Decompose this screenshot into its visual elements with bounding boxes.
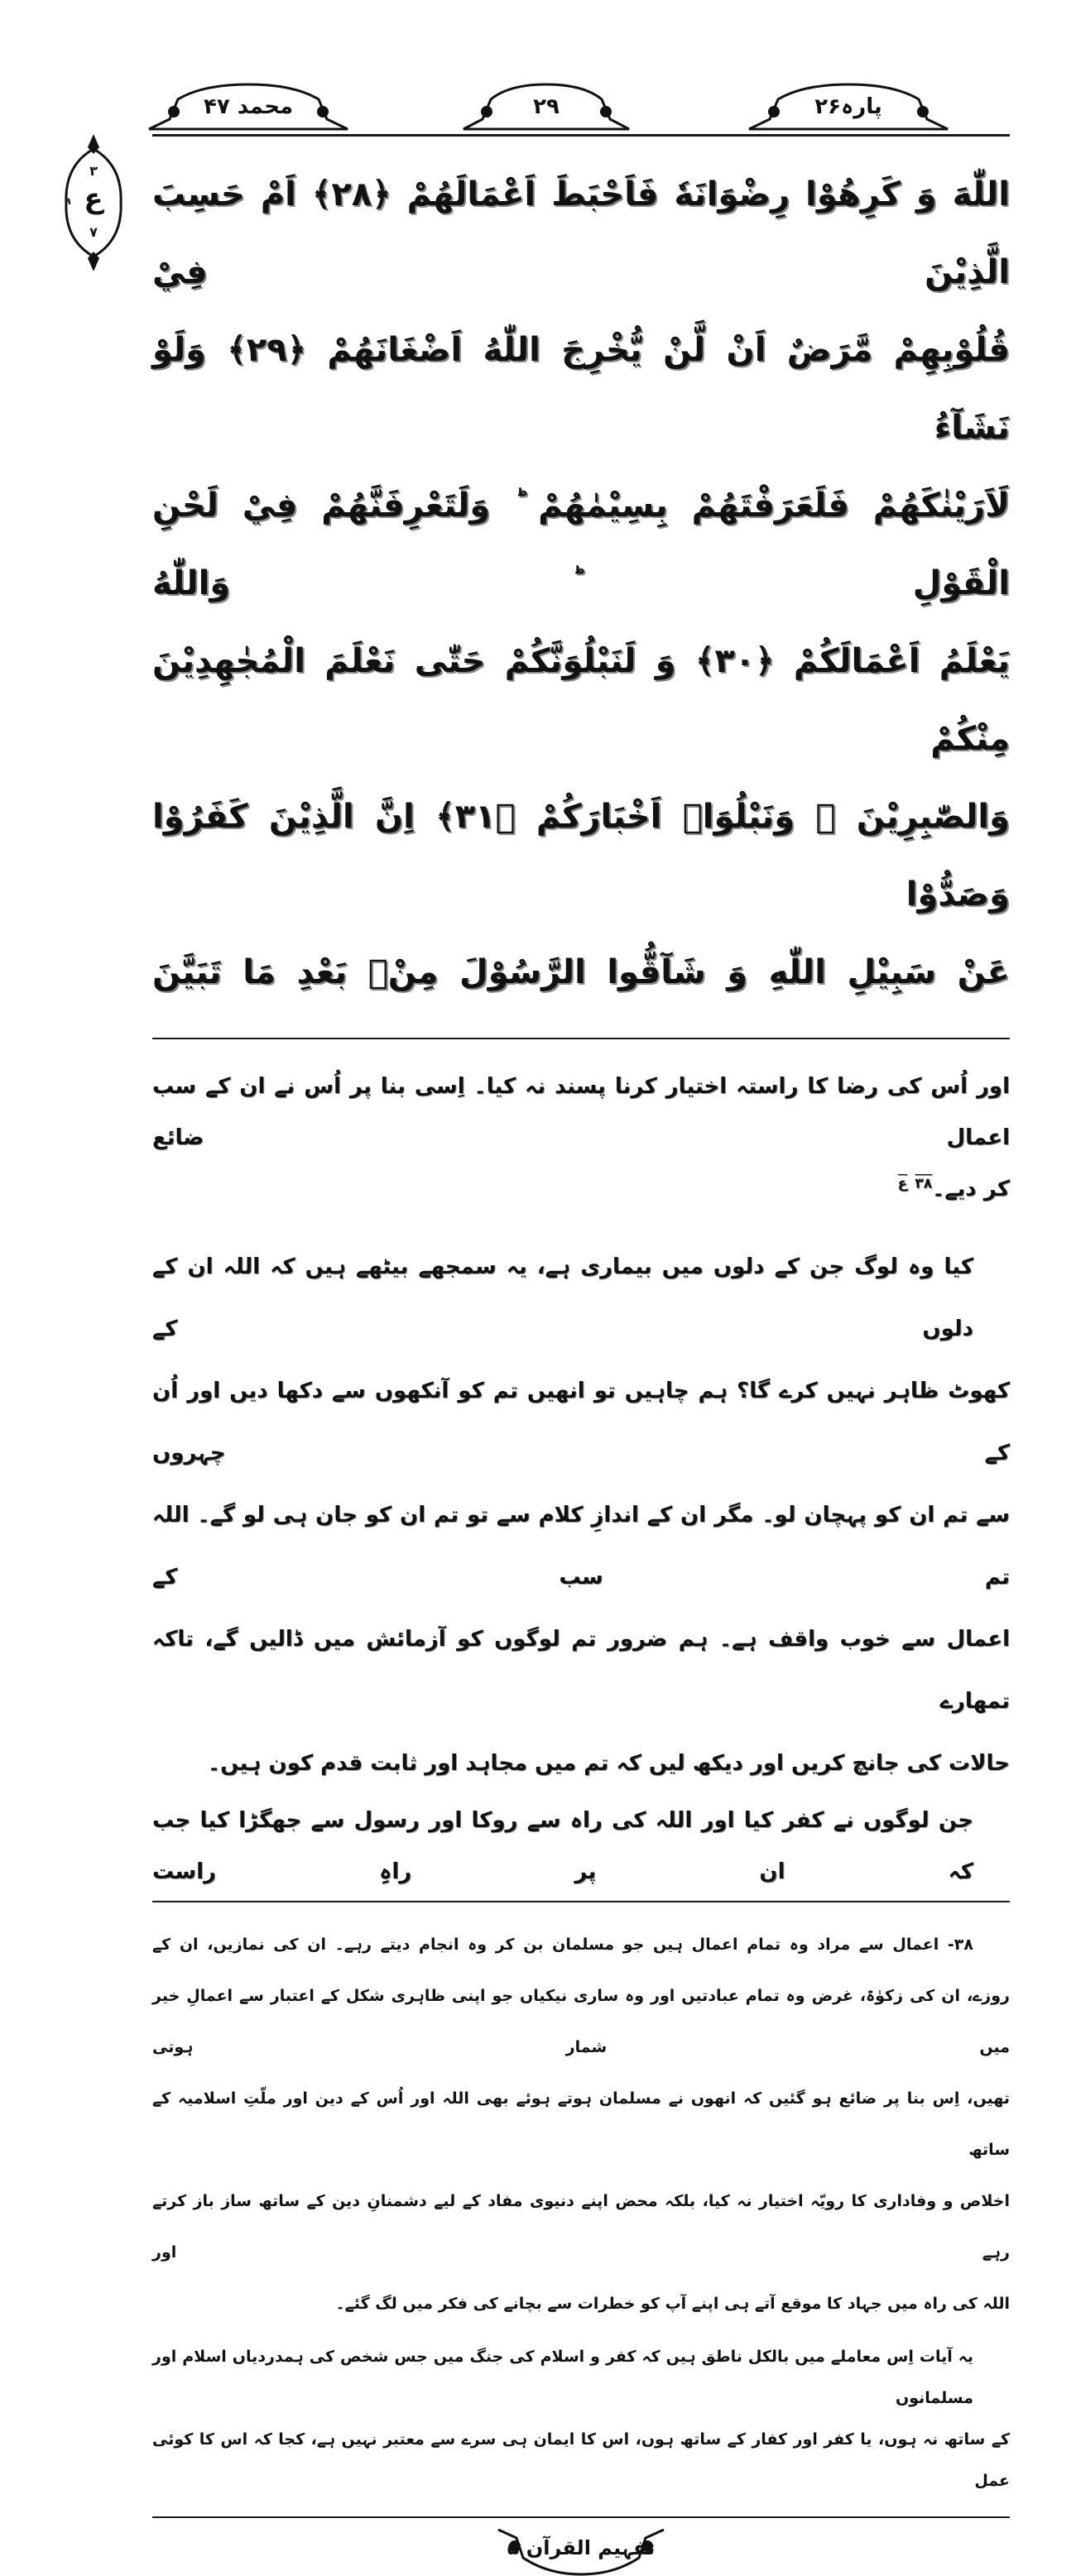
translation-line: کیا وہ لوگ جن کے دلوں میں بیماری ہے، یہ سمجھے بیٹھے ہیں کہ اللہ ان کے دلوں کے <box>152 1254 973 1341</box>
translation-line: اور اُس کی رضا کا راستہ اختیار کرنا پسند نہ کیا۔ اِسی بنا پر اُس نے ان کے سب اعمال ضائع <box>152 1074 1010 1150</box>
footnote-ref-38[interactable]: ۳۸ <box>915 1175 933 1192</box>
footnote-line: اخلاص و وفاداری کا رویّہ اختیار نہ کیا، بلکہ محض اپنے دنیوی مفاد کے لیے دشمنانِ دین کے ساتھ ساز باز کرتے رہے اور <box>152 2192 1010 2262</box>
ruku-number-bottom: ۷ <box>89 224 98 240</box>
ruku-symbol: ع <box>84 182 103 215</box>
footnote-line: تھیں، اِس بنا پر ضائع ہو گئیں کہ انھوں نے مسلمان ہوتے ہوئے بھی اللہ اور اُس کے دین اور ملّتِ اسلامیہ کے ساتھ <box>152 2089 1010 2159</box>
header-rule <box>152 134 1010 137</box>
translation-line: حالات کی جانچ کریں اور دیکھ لیں کہ تم میں مجاہد اور ثابت قدم کون ہیں۔ <box>207 1751 1010 1776</box>
header-para <box>745 83 952 131</box>
ruku-sign: ع <box>897 1175 908 1192</box>
footer-rule <box>152 2516 1010 2518</box>
footnote-line: اللہ کی راہ میں جہاد کا موقع آتے ہی اپنے آپ کو خطرات سے بچانے کی فکر میں لگ گئے۔ <box>335 2295 1010 2313</box>
footnote-line: یہ آیات اِس معاملے میں بالکل ناطق ہیں کہ کفر و اسلام کی جنگ میں جس شخص کی ہمدردیاں اسلام اور مسلمانوں <box>152 2348 973 2407</box>
footnote-divider <box>152 1901 1010 1902</box>
surah-label: محمد ۴۷ <box>203 94 294 119</box>
ruku-number-top: ۳ <box>89 163 98 179</box>
footnote-line: ۳۸- اعمال سے مراد وہ تمام اعمال ہیں جو مسلمان بن کر وہ انجام دیتے رہے۔ ان کی نمازیں، ان کے <box>152 1936 973 1954</box>
footer-book-title <box>490 2526 672 2576</box>
footnote-line: کے ساتھ نہ ہوں، یا کفر اور کفار کے ساتھ ہوں، اس کا ایمان ہی سرے سے معتبر نہیں ہے، کجا کہ اس کا کوئی عمل <box>152 2430 1010 2490</box>
footnote-line: روزے، ان کی زکوٰۃ، غرض وہ تمام عبادتیں اور وہ ساری نیکیاں جو اپنی ظاہری شکل کے اعتبار سے اعمالِ خیر میں شمار ہوتی <box>152 1987 1010 2056</box>
ruku-marker <box>56 132 131 273</box>
arabic-verse-line: وَالصّٰبِرِيْنَ ۙ وَنَبْلُوَاۡ اَخْبَارَكُمْ ﴿۳۱﴾ اِنَّ الَّذِيْنَ كَفَرُوْا وَصَدُّوْا <box>152 798 1010 914</box>
ruku-number-middle: ۹ <box>65 195 71 207</box>
translation-line: کھوٹ ظاہر نہیں کرے گا؟ ہم چاہیں تو انھیں تم کو آنکھوں سے دکھا دیں اور اُن کے چہروں <box>152 1379 1010 1465</box>
header-surah <box>145 83 352 131</box>
header-page-number <box>459 83 633 131</box>
translation-line: جن لوگوں نے کفر کیا اور اللہ کی راہ سے روکا اور رسول سے جھگڑا کیا جب کہ ان پر راہِ راست <box>152 1808 973 1884</box>
page-body <box>152 156 1010 2576</box>
translation-text: کر دیے۔ <box>932 1177 1010 1202</box>
translation-line-last <box>152 1163 1010 1215</box>
arabic-verse-line: عَنْ سَبِيْلِ اللّٰهِ وَ شَآقُّوا الرَّسُوْلَ مِنْۢ بَعْدِ مَا تَبَيَّنَ <box>152 953 1010 991</box>
arabic-verse-line: اللّٰهَ وَ كَرِهُوْا رِضْوَانَهٗ فَاَحْبَطَ اَعْمَالَهُمْ ﴿۲۸﴾ اَمْ حَسِبَ الَّذِيْنَ فِيْ <box>152 175 1010 291</box>
verse-divider <box>152 1038 1010 1039</box>
arabic-verse-line: يَعْلَمُ اَعْمَالَكُمْ ﴿۳۰﴾ وَ لَنَبْلُوَنَّكُمْ حَتّٰى نَعْلَمَ الْمُجٰهِدِيْنَ مِنْكُمْ <box>152 642 1010 758</box>
book-title: تفہیم القرآن ۵ <box>507 2536 656 2559</box>
arabic-verse-line: لَاَرَيْنٰكَهُمْ فَلَعَرَفْتَهُمْ بِسِيْمٰهُمْ ؕ وَلَتَعْرِفَنَّهُمْ فِيْ لَحْنِ الْقَوْلِ ؕ وَاللّٰهُ <box>152 487 1010 602</box>
translation-line: اعمال سے خوب واقف ہے۔ ہم ضرور تم لوگوں کو آزمائش میں ڈالیں گے، تاکہ تمھارے <box>152 1627 1010 1714</box>
arabic-verse-line: قُلُوْبِهِمْ مَّرَضٌ اَنْ لَّنْ يُّخْرِجَ اللّٰهُ اَضْغَانَهُمْ ﴿۲۹﴾ وَلَوْ نَشَآءُ <box>152 331 1011 447</box>
translation-line: سے تم ان کو پہچان لو۔ مگر ان کے اندازِ کلام سے تو تم ان کو جان ہی لو گے۔ اللہ تم سب کے <box>152 1503 1010 1590</box>
page-number: ۲۹ <box>533 94 560 119</box>
para-label: پارہ۲۶ <box>814 94 882 119</box>
